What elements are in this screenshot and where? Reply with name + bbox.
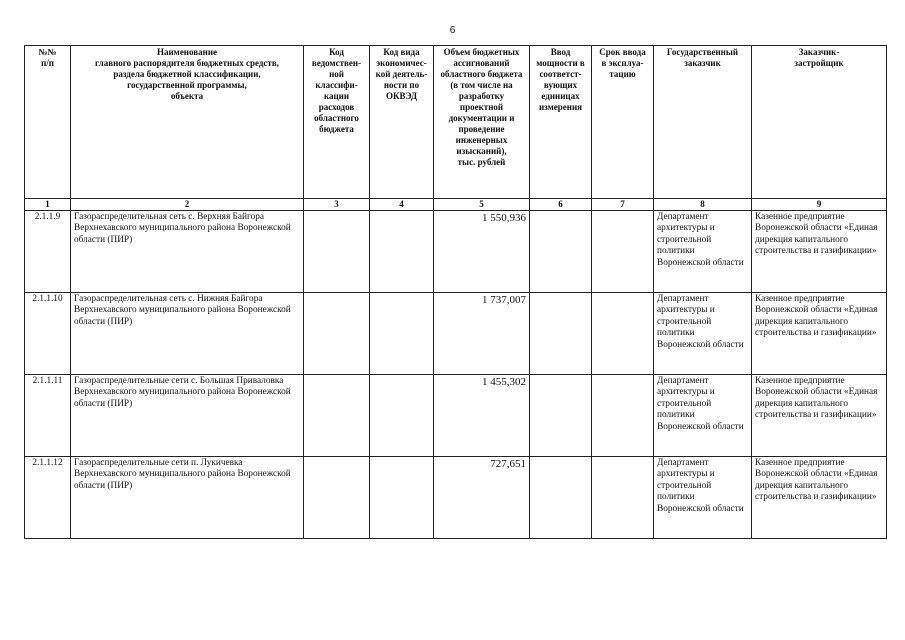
row-term	[592, 293, 654, 375]
row-customer: Департамент архитектуры и строительной политики Воронежской области	[654, 293, 752, 375]
row-code: 2.1.1.12	[25, 457, 71, 539]
row-amount: 1 455,302	[434, 375, 530, 457]
table-row	[25, 457, 887, 539]
col-number: 2	[71, 199, 304, 211]
col-header-customer: Государственный заказчик	[654, 46, 752, 199]
row-capacity	[530, 211, 592, 293]
row-code: 2.1.1.11	[25, 375, 71, 457]
row-okved	[370, 375, 434, 457]
row-developer: Казенное предприятие Воронежской области «Единая дирекция капитального строительства и газификации»	[752, 375, 887, 457]
col-number: 7	[592, 199, 654, 211]
row-customer: Департамент архитектуры и строительной политики Воронежской области	[654, 211, 752, 293]
col-number: 6	[530, 199, 592, 211]
row-amount: 727,651	[434, 457, 530, 539]
row-amount: 1 550,936	[434, 211, 530, 293]
col-header-term: Срок ввода в эксплуа- тацию	[592, 46, 654, 199]
row-vedom-code	[304, 375, 370, 457]
col-number: 8	[654, 199, 752, 211]
row-term	[592, 457, 654, 539]
col-header-amount: Объем бюджетных ассигнований областного бюджета (в том числе на разработку проектной документации и проведение инженерных изысканий), тыс. рублей	[434, 46, 530, 199]
table-row	[25, 375, 887, 457]
page-number: 6	[449, 25, 456, 36]
row-developer: Казенное предприятие Воронежской области «Единая дирекция капитального строительства и газификации»	[752, 211, 887, 293]
row-term	[592, 211, 654, 293]
row-term	[592, 375, 654, 457]
row-vedom-code	[304, 211, 370, 293]
col-number: 3	[304, 199, 370, 211]
row-okved	[370, 211, 434, 293]
objects-table	[24, 45, 887, 539]
row-okved	[370, 457, 434, 539]
table-row	[25, 211, 887, 293]
col-header-okved: Код вида экономичес- кой деятель- ности по ОКВЭД	[370, 46, 434, 199]
col-number: 5	[434, 199, 530, 211]
col-number: 4	[370, 199, 434, 211]
header-row	[25, 46, 887, 199]
row-object-name: Газораспределительная сеть с. Верхняя Байгора Верхнехавского муниципального района Воронежской области (ПИР)	[71, 211, 304, 293]
row-vedom-code	[304, 293, 370, 375]
row-okved	[370, 293, 434, 375]
row-capacity	[530, 457, 592, 539]
row-code: 2.1.1.10	[25, 293, 71, 375]
row-object-name: Газораспределительная сеть с. Нижняя Байгора Верхнехавского муниципального района Воронежской области (ПИР)	[71, 293, 304, 375]
col-number: 9	[752, 199, 887, 211]
col-number: 1	[25, 199, 71, 211]
col-header-vedom-code: Код ведомствен- ной классифи- кации расходов областного бюджета	[304, 46, 370, 199]
column-numbers-row	[25, 199, 887, 211]
col-header-capacity: Ввод мощности в соответст- вующих единицах измерения	[530, 46, 592, 199]
row-customer: Департамент архитектуры и строительной политики Воронежской области	[654, 457, 752, 539]
row-customer: Департамент архитектуры и строительной политики Воронежской области	[654, 375, 752, 457]
table-row	[25, 293, 887, 375]
row-object-name: Газораспределительные сети с. Большая Приваловка Верхнехавского муниципального района Воронежской области (ПИР)	[71, 375, 304, 457]
row-capacity	[530, 293, 592, 375]
col-header-developer: Заказчик- застройщик	[752, 46, 887, 199]
col-header-number: №№ п/п	[25, 46, 71, 199]
row-developer: Казенное предприятие Воронежской области «Единая дирекция капитального строительства и газификации»	[752, 457, 887, 539]
row-vedom-code	[304, 457, 370, 539]
row-object-name: Газораспределительные сети п. Лукичевка Верхнехавского муниципального района Воронежской области (ПИР)	[71, 457, 304, 539]
row-capacity	[530, 375, 592, 457]
col-header-name: Наименование главного распорядителя бюджетных средств, раздела бюджетной классификации, государственной программы, объекта	[71, 46, 304, 199]
row-amount: 1 737,007	[434, 293, 530, 375]
row-developer: Казенное предприятие Воронежской области «Единая дирекция капитального строительства и газификации»	[752, 293, 887, 375]
row-code: 2.1.1.9	[25, 211, 71, 293]
